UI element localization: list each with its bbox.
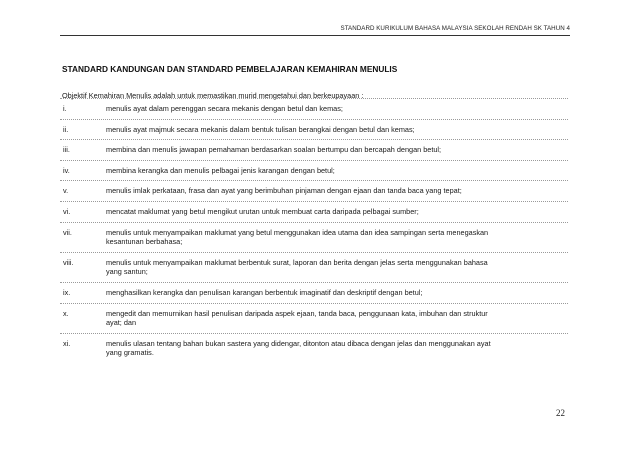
objective-number: iii. — [63, 145, 70, 155]
objective-text — [106, 166, 568, 176]
objective-row — [60, 139, 568, 160]
objective-text — [106, 186, 568, 196]
objective-text — [106, 339, 568, 358]
objective-row — [60, 160, 568, 181]
objective-row — [60, 201, 568, 222]
objective-number: iv. — [63, 165, 70, 175]
objective-row — [60, 119, 568, 140]
objective-row — [60, 303, 568, 333]
objective-text-line: menulis ayat dalam perenggan secara mekanis dengan betul dan kemas; — [106, 104, 343, 113]
objective-text-line: ayat; dan — [106, 318, 137, 328]
objective-row — [60, 222, 568, 252]
objective-text-line: menulis ulasan tentang bahan bukan sastera yang didengar, ditonton atau dibaca dengan jelas dan menggunakan ayat — [106, 338, 491, 348]
objectives-list — [60, 98, 568, 363]
objective-text-line: mencatat maklumat yang betul mengikut urutan untuk membuat carta daripada pelbagai sumber; — [106, 206, 419, 216]
objective-row — [60, 282, 568, 303]
objective-number: ix. — [63, 287, 71, 297]
objective-text-line: yang santun; — [106, 267, 148, 277]
objective-text-line: membina kerangka dan menulis pelbagai jenis karangan dengan betul; — [106, 165, 335, 175]
objective-number: xi. — [63, 338, 71, 348]
page-number: 22 — [556, 408, 565, 418]
objective-text-line: menulis ayat majmuk secara mekanis dalam bentuk tulisan berangkai dengan betul dan kemas; — [106, 124, 415, 134]
objective-text — [106, 228, 568, 247]
objective-number: viii. — [63, 257, 74, 267]
objective-text — [106, 309, 568, 328]
objective-number: x. — [63, 308, 69, 318]
objective-number: ii. — [63, 124, 69, 134]
objectives-intro: Objektif Kemahiran Menulis adalah untuk memastikan murid mengetahui dan berkeupayaan : — [62, 91, 364, 100]
objective-text — [106, 288, 568, 298]
objective-text-line: mengedit dan memurnikan hasil penulisan daripada aspek ejaan, tanda baca, penggunaan kata, imbuhan dan struktur — [106, 308, 488, 318]
objective-row — [60, 180, 568, 201]
objective-text — [106, 104, 568, 114]
objective-text-line: kesantunan berbahasa; — [106, 237, 183, 247]
objective-number: vi. — [63, 206, 71, 216]
objective-text-line: menulis untuk menyampaikan maklumat yang betul menggunakan idea utama dan idea sampingan serta menegaskan — [106, 227, 489, 237]
objective-row — [60, 333, 568, 363]
section-title: STANDARD KANDUNGAN DAN STANDARD PEMBELAJARAN KEMAHIRAN MENULIS — [62, 64, 398, 74]
objective-text-line: membina dan menulis jawapan pemahaman berdasarkan soalan bertumpu dan bercapah dengan betul; — [106, 145, 442, 155]
objective-number: i. — [63, 104, 67, 113]
objective-text — [106, 145, 568, 155]
running-header: STANDARD KURIKULUM BAHASA MALAYSIA SEKOLAH RENDAH SK TAHUN 4 — [340, 25, 570, 32]
objective-text — [106, 207, 568, 217]
objective-text-line: menghasilkan kerangka dan penulisan karangan berbentuk imaginatif dan deskriptif dengan betul; — [106, 287, 423, 297]
objective-text-line: yang gramatis. — [106, 348, 154, 358]
header-rule — [60, 35, 570, 36]
objective-row — [60, 98, 568, 119]
objective-text — [106, 125, 568, 135]
objective-number: vii. — [63, 227, 72, 237]
objective-text-line: menulis untuk menyampaikan maklumat berbentuk surat, laporan dan berita dengan jelas serta menggunakan bahasa — [106, 257, 488, 267]
objective-row — [60, 252, 568, 282]
objective-text — [106, 258, 568, 277]
objective-number: v. — [63, 186, 69, 196]
objective-text-line: menulis imlak perkataan, frasa dan ayat yang berimbuhan pinjaman dengan ejaan dan tanda baca yang tepat; — [106, 186, 462, 196]
